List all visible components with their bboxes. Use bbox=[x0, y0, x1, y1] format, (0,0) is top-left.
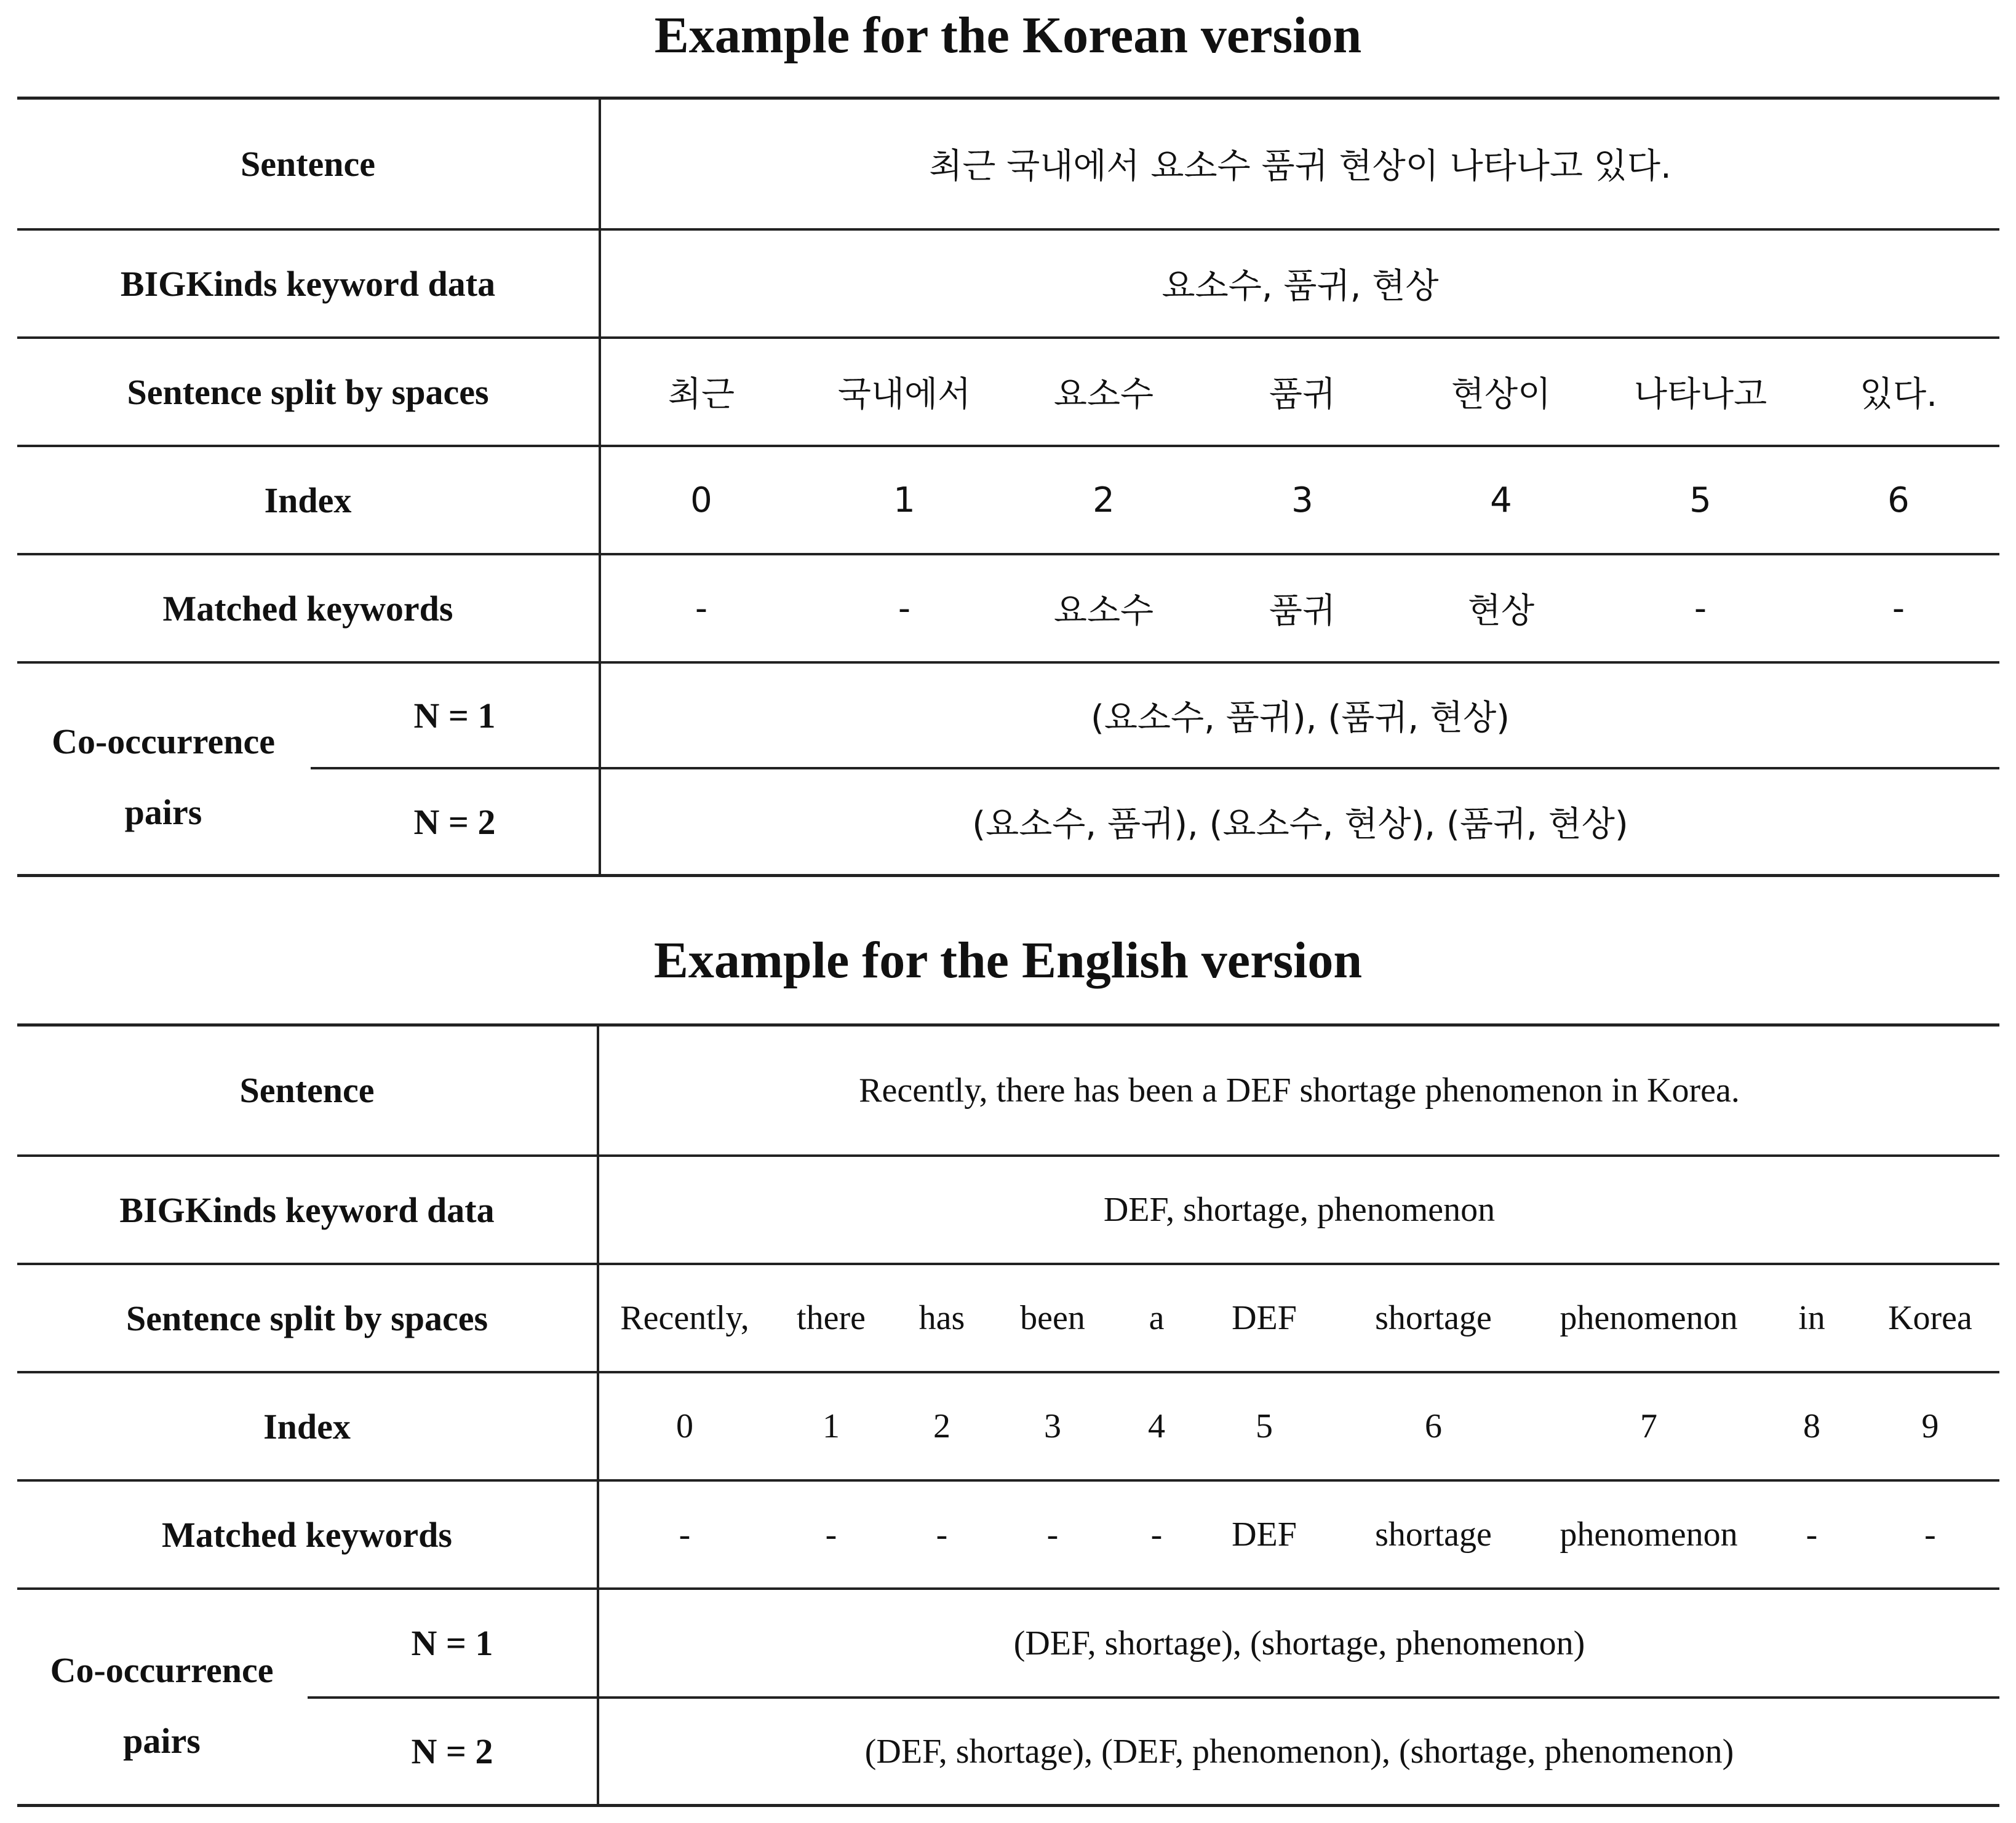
pairs-n2-value: (DEF, shortage), (DEF, phenomenon), (shortage, phenomenon) bbox=[864, 1732, 1734, 1771]
index-cell: 3 bbox=[1044, 1407, 1061, 1445]
index-cell: 0 bbox=[690, 480, 712, 520]
korean-table-title: Example for the Korean version bbox=[654, 7, 1362, 64]
label-n1: N = 1 bbox=[411, 1623, 493, 1663]
sentence-value: Recently, there has been a DEF shortage phenomenon in Korea. bbox=[859, 1071, 1740, 1110]
index-cell: 6 bbox=[1425, 1407, 1442, 1445]
label-matched: Matched keywords bbox=[161, 1514, 452, 1555]
label-index: Index bbox=[264, 480, 352, 520]
matched-cell: phenomenon bbox=[1560, 1515, 1738, 1554]
index-cell: 5 bbox=[1256, 1407, 1273, 1445]
label-matched: Matched keywords bbox=[162, 588, 453, 629]
label-co-occurrence: Co-occurrence bbox=[50, 1650, 274, 1690]
keyword-data-value: DEF, shortage, phenomenon bbox=[1103, 1191, 1496, 1229]
label-split: Sentence split by spaces bbox=[126, 1298, 488, 1338]
index-cell: 5 bbox=[1689, 480, 1711, 520]
label-split: Sentence split by spaces bbox=[127, 371, 489, 412]
token-cell: 요소수 bbox=[1053, 375, 1154, 415]
token-cell: there bbox=[797, 1299, 866, 1337]
token-cell: 현상이 bbox=[1451, 375, 1552, 415]
matched-cell: - bbox=[695, 588, 708, 629]
token-cell: a bbox=[1149, 1299, 1165, 1337]
english-table-bottom-rule bbox=[17, 1804, 1999, 1807]
token-cell: 국내에서 bbox=[837, 375, 971, 415]
korean-table-bottom-rule bbox=[17, 874, 1999, 877]
matched-cell: 요소수 bbox=[1053, 591, 1154, 631]
label-n1: N = 1 bbox=[413, 695, 496, 736]
label-n2: N = 2 bbox=[413, 801, 496, 842]
label-n2: N = 2 bbox=[411, 1731, 493, 1771]
label-sentence: Sentence bbox=[240, 143, 376, 184]
label-keyword-data: BIGKinds keyword data bbox=[119, 1190, 495, 1230]
matched-cell: - bbox=[1150, 1515, 1163, 1554]
matched-cell: - bbox=[936, 1515, 948, 1554]
token-cell: 있다. bbox=[1860, 375, 1937, 415]
token-cell: been bbox=[1020, 1299, 1085, 1337]
index-cell: 1 bbox=[893, 480, 915, 520]
matched-cell: 현상 bbox=[1467, 591, 1535, 631]
keyword-data-value: 요소수, 품귀, 현상 bbox=[1161, 266, 1439, 306]
label-index: Index bbox=[263, 1406, 351, 1447]
english-table-title: Example for the English version bbox=[653, 932, 1363, 989]
matched-cell: - bbox=[1892, 588, 1905, 629]
index-cell: 7 bbox=[1640, 1407, 1657, 1445]
token-cell: in bbox=[1798, 1299, 1825, 1337]
token-cell: 품귀 bbox=[1269, 375, 1336, 415]
matched-cell: - bbox=[825, 1515, 837, 1554]
label-pairs: pairs bbox=[123, 1720, 201, 1761]
token-cell: Korea bbox=[1888, 1299, 1972, 1337]
index-cell: 4 bbox=[1490, 480, 1512, 520]
pairs-n1-value: (요소수, 품귀), (품귀, 현상) bbox=[1090, 698, 1510, 738]
matched-cell: - bbox=[679, 1515, 691, 1554]
token-cell: shortage bbox=[1375, 1299, 1492, 1337]
label-sentence: Sentence bbox=[239, 1070, 375, 1110]
token-cell: Recently, bbox=[620, 1299, 749, 1337]
pairs-n1-value: (DEF, shortage), (shortage, phenomenon) bbox=[1013, 1624, 1585, 1662]
matched-cell: - bbox=[1924, 1515, 1936, 1554]
matched-cell: - bbox=[898, 588, 911, 629]
matched-cell: - bbox=[1046, 1515, 1059, 1554]
label-keyword-data: BIGKinds keyword data bbox=[120, 263, 496, 304]
token-cell: phenomenon bbox=[1560, 1299, 1738, 1337]
pairs-n2-value: (요소수, 품귀), (요소수, 현상), (품귀, 현상) bbox=[972, 804, 1628, 844]
index-cell: 4 bbox=[1148, 1407, 1165, 1445]
matched-cell: - bbox=[1694, 588, 1707, 629]
matched-cell: - bbox=[1806, 1515, 1818, 1554]
matched-cell: DEF bbox=[1232, 1515, 1297, 1554]
matched-cell: 품귀 bbox=[1269, 591, 1336, 631]
token-cell: 최근 bbox=[667, 375, 735, 415]
index-cell: 0 bbox=[676, 1407, 693, 1445]
index-cell: 6 bbox=[1887, 480, 1910, 520]
index-cell: 2 bbox=[933, 1407, 950, 1445]
index-cell: 3 bbox=[1291, 480, 1313, 520]
label-pairs: pairs bbox=[124, 792, 202, 832]
index-cell: 1 bbox=[823, 1407, 840, 1445]
label-co-occurrence: Co-occurrence bbox=[52, 721, 275, 761]
index-cell: 2 bbox=[1093, 480, 1115, 520]
token-cell: 나타나고 bbox=[1633, 375, 1767, 415]
token-cell: has bbox=[918, 1299, 965, 1337]
sentence-value: 최근 국내에서 요소수 품귀 현상이 나타나고 있다. bbox=[929, 146, 1671, 186]
token-cell: DEF bbox=[1232, 1299, 1297, 1337]
matched-cell: shortage bbox=[1375, 1515, 1492, 1554]
index-cell: 9 bbox=[1921, 1407, 1939, 1445]
index-cell: 8 bbox=[1803, 1407, 1820, 1445]
